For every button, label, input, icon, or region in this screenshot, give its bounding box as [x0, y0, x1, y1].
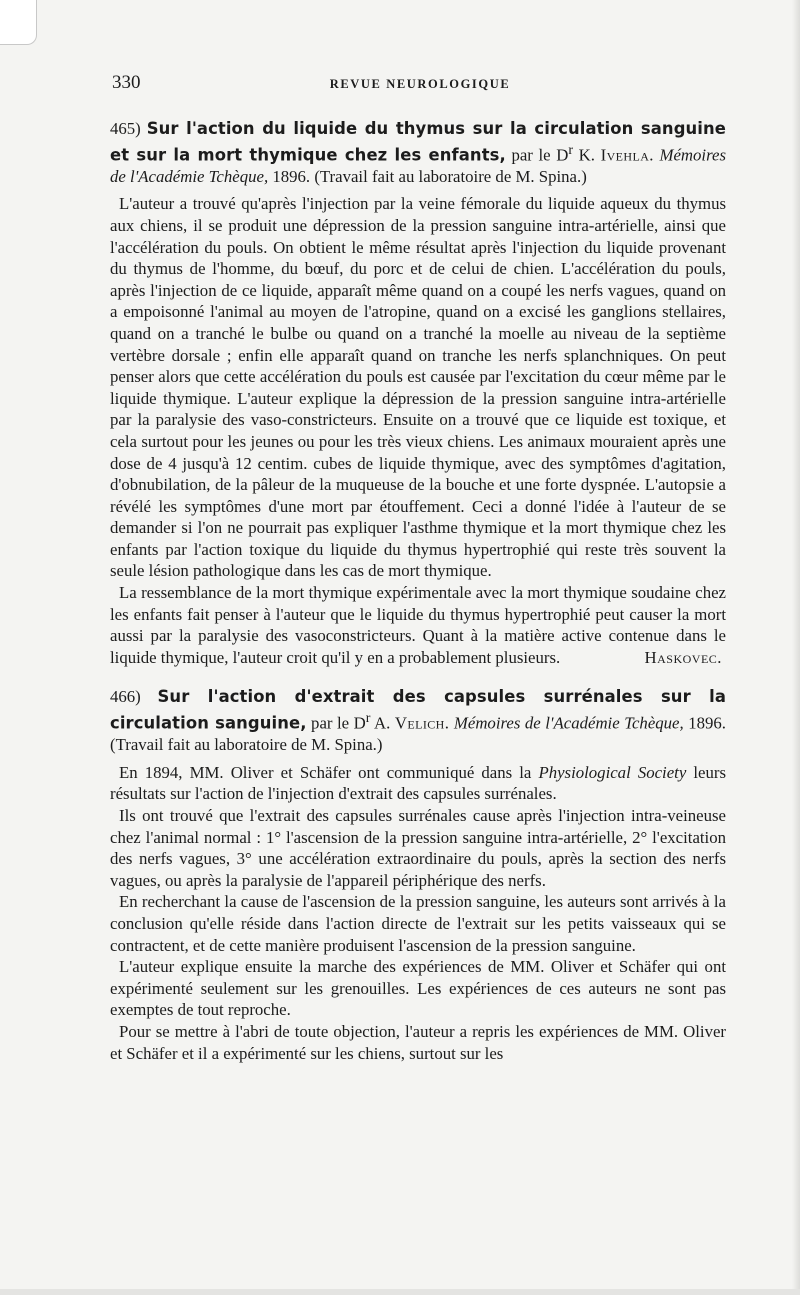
paragraph-text: La ressemblance de la mort thymique expérimentale avec la mort thymique soudaine chez les enfants fait penser à l'auteur que le liquide du thymus hypertrophié peut causer la mort aussi par la paralysie des vasoconstricteurs. Quant à la matière active contenue dans le liquide thymique, l'auteur croit qu'il y en a probablement plusieurs.: [110, 583, 726, 667]
article-year-note: 1896. (Travail fait au laboratoire de M. Spina.): [110, 713, 726, 755]
article-year-note: 1896. (Travail fait au laboratoire de M. Spina.): [272, 166, 587, 186]
article-author: Ivehla.: [600, 145, 654, 165]
article-author: Velich.: [394, 713, 450, 733]
article-paragraph: Pour se mettre à l'abri de toute objection, l'auteur a repris les expériences de MM. Oliver et Schäfer et il a expérimenté sur les chiens, surtout sur les: [110, 1021, 726, 1063]
running-header: [110, 72, 730, 94]
article-degree: r: [365, 711, 371, 727]
page-bottom-edge: [0, 1289, 800, 1295]
paragraph-text: En 1894, MM. Oliver et Schäfer ont communiqué dans la: [119, 762, 532, 782]
article-paragraph: L'auteur explique ensuite la marche des expériences de MM. Oliver et Schäfer qui ont expérimenté seulement sur les grenouilles. Les expériences de ces auteurs ne sont pas exemptes de tout reproche.: [110, 957, 726, 1020]
article-title: Sur l'action du liquide du thymus sur la circulation sanguine et sur la mort thymique chez les enfants,: [110, 119, 727, 165]
article-paragraph: Ils ont trouvé que l'extrait des capsules surrénales cause après l'injection intra-veineuse chez l'animal normal : 1° l'ascension de la pression sanguine intra-artérielle, 2° l'excitation des nerfs vagues, 3° une accélération extraordinaire du pouls, après la section des nerfs vagues, ou après la paralysie de l'appareil périphérique des nerfs.: [110, 806, 726, 890]
article-degree: r: [568, 142, 574, 158]
article-paragraph: En recherchant la cause de l'ascension de la pression sanguine, les auteurs sont arrivés à la conclusion qu'elle réside dans l'action directe de l'extrait sur les petits vaisseaux qui se contractent, et de cette manière produisent l'ascension de la pression sanguine.: [110, 892, 726, 955]
article-by: par le D: [511, 145, 569, 165]
article-heading: [110, 118, 726, 187]
paragraph-text: leurs résultats sur l'action de l'injection d'extrait des capsules surrénales.: [110, 762, 726, 804]
article-number: 466): [110, 687, 141, 707]
journal-reference: Physiological Society: [538, 762, 687, 782]
article-heading: [110, 686, 726, 755]
journal-title: REVUE NEUROLOGIQUE: [329, 77, 511, 91]
article-title: Sur l'action d'extrait des capsules surrénales sur la circulation sanguine,: [110, 687, 726, 733]
page-corner: [0, 0, 37, 45]
page-number: 330: [112, 72, 141, 93]
article-paragraph: L'auteur a trouvé qu'après l'injection par la veine fémorale du liquide aqueux du thymus aux chiens, il se produit une dépression de la pression sanguine intra-artérielle, ainsi que l'accélération du pouls. On obtient le même résultat après l'injection du liquide provenant du thymus de l'homme, du bœuf, du porc et de celui de chien. L'accélération du pouls, après l'injection de ce liquide, apparaît même quand on a coupé les nerfs vagues, quand on a empoisonné l'animal au moyen de l'atropine, quand on a excisé les ganglions stellaires, quand on a tranché le bulbe ou quand on a tranché la moelle au niveau de la septième vertèbre dorsale ; enfin elle apparaît quand on tranche les nerfs splanchniques. On peut penser alors que cette accélération du pouls est causée par l'excitation du cœur même par le liquide thymique. L'auteur explique la dépression de la pression sanguine intra-artérielle par la paralysie des vaso-constricteurs. Ensuite on a trouvé que ce liquide est toxique, et cela surtout pour les jeunes ou pour les très vieux chiens. Les animaux mouraient après une dose de 4 jusqu'à 12 centim. cubes de liquide thymique, avec des symptômes d'agitation, d'obnubilation, de la pâleur de la muqueuse de la bouche et une forte dyspnée. L'autopsie a révélé les symptômes d'une mort par étouffement. Ceci a donné l'idée à l'auteur de se demander si l'on ne pourrait pas expliquer l'asthme thymique et la mort thymique chez les enfants par l'action toxique du liquide du thymus hypertrophié qui reste très souvent la seule lésion pathologique dans les cas de mort thymique.: [110, 194, 726, 581]
article-initial: K.: [578, 145, 595, 165]
article-465: [110, 118, 726, 668]
article-by: par le D: [311, 713, 366, 733]
article-source: Mémoires de l'Académie Tchèque,: [453, 713, 684, 733]
article-number: 465): [110, 119, 141, 138]
article-466: [110, 686, 726, 1064]
article-source: Mémoires de l'Académie Tchèque,: [110, 145, 726, 186]
page-content: [110, 118, 726, 1064]
article-paragraph: [110, 582, 726, 668]
page-edge-shadow: [792, 0, 800, 1295]
article-signature: Haskovec.: [644, 647, 722, 667]
article-initial: A.: [374, 713, 391, 733]
article-paragraph: [110, 762, 726, 805]
